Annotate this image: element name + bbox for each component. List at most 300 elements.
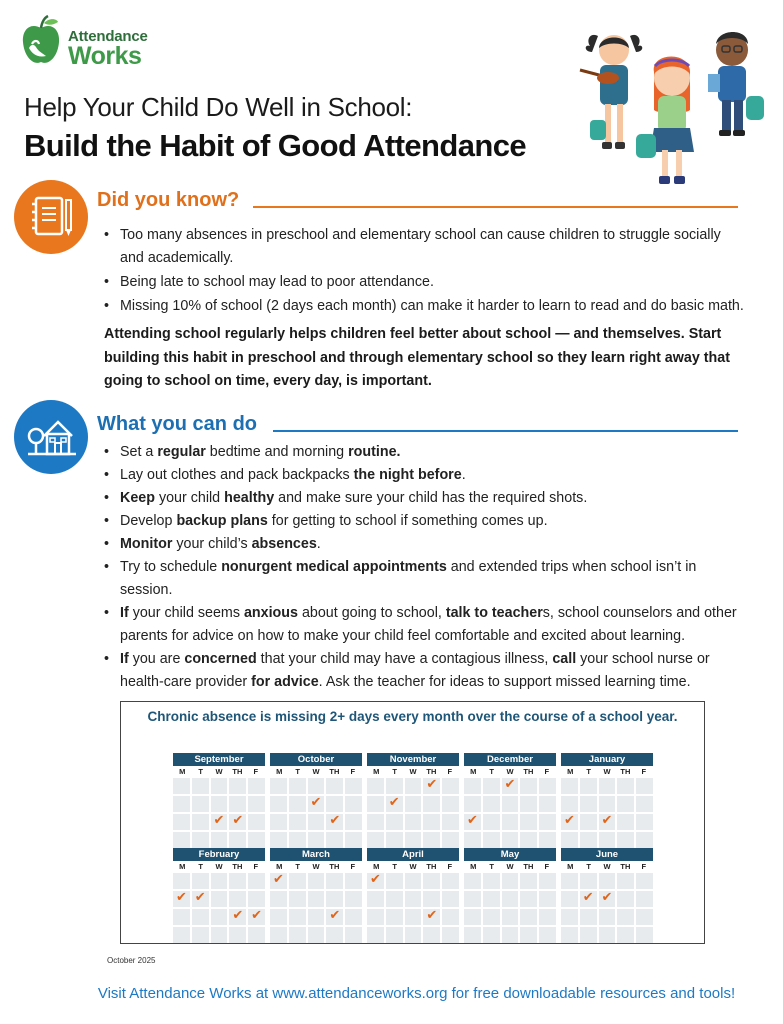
calendar-day-cell bbox=[442, 873, 459, 889]
calendar-day-cell bbox=[561, 909, 578, 925]
month-name: April bbox=[367, 848, 459, 861]
calendar-day-cell bbox=[289, 832, 306, 848]
calendar-day-cell bbox=[405, 796, 422, 812]
weekday-label: TH bbox=[426, 862, 437, 871]
calendar-day-cell bbox=[345, 796, 362, 812]
bold-text: Keep bbox=[120, 490, 155, 506]
calendar-day-cell bbox=[599, 832, 616, 848]
bold-text: concerned bbox=[184, 651, 257, 667]
what-you-can-do-list bbox=[104, 441, 752, 694]
calendar-day-cell bbox=[617, 873, 634, 889]
absence-checkmark-icon bbox=[229, 814, 246, 830]
did-you-know-heading: Did you know? bbox=[97, 189, 240, 211]
bold-text: routine. bbox=[348, 444, 401, 460]
calendar-day-cell bbox=[580, 832, 597, 848]
boy-books-figure bbox=[708, 32, 764, 136]
calendar-day-cell bbox=[386, 909, 403, 925]
calendar-day-cell bbox=[345, 873, 362, 889]
weekday-label: T bbox=[198, 862, 203, 871]
calendar-day-cell bbox=[442, 909, 459, 925]
list-item bbox=[104, 487, 752, 510]
calendar-day-cell bbox=[442, 814, 459, 830]
calendar-day-cell bbox=[423, 891, 440, 907]
absence-checkmark-icon bbox=[386, 796, 403, 812]
calendar-day-cell bbox=[326, 832, 343, 848]
calendar-day-cell bbox=[270, 796, 287, 812]
calendar-day-cell bbox=[502, 796, 519, 812]
calendar-day-cell bbox=[561, 891, 578, 907]
calendar-day-cell bbox=[599, 927, 616, 943]
weekday-label: TH bbox=[329, 767, 340, 776]
calendar-day-cell bbox=[617, 927, 634, 943]
calendar-day-cell bbox=[308, 814, 325, 830]
calendar-day-cell bbox=[580, 909, 597, 925]
bold-text: call bbox=[552, 651, 577, 667]
calendar-day-cell bbox=[229, 796, 246, 812]
calendar-month bbox=[270, 848, 362, 943]
text: and extended trips when school isn’t in session. bbox=[120, 559, 697, 598]
calendar-day-cell bbox=[423, 832, 440, 848]
weekday-label: TH bbox=[523, 767, 534, 776]
text: Try to schedule bbox=[120, 559, 222, 575]
weekday-label: F bbox=[641, 862, 647, 871]
calendar-day-cell bbox=[211, 891, 228, 907]
calendar-day-cell bbox=[405, 832, 422, 848]
calendar-day-cell bbox=[289, 814, 306, 830]
calendar-day-cell bbox=[617, 909, 634, 925]
calendar-day-cell bbox=[386, 778, 403, 794]
calendar-day-cell bbox=[483, 814, 500, 830]
weekday-label: TH bbox=[232, 862, 243, 871]
calendar-day-cell bbox=[423, 927, 440, 943]
calendar-day-cell bbox=[617, 796, 634, 812]
calendar-day-cell bbox=[289, 909, 306, 925]
chronic-absence-calendar bbox=[120, 701, 705, 944]
section-divider bbox=[273, 430, 738, 432]
weekday-label: T bbox=[198, 767, 203, 776]
list-item bbox=[104, 556, 752, 602]
calendar-day-cell bbox=[539, 814, 556, 830]
weekday-label: F bbox=[544, 767, 550, 776]
weekday-label: T bbox=[392, 767, 397, 776]
calendar-day-cell bbox=[192, 909, 209, 925]
calendar-day-cell bbox=[580, 927, 597, 943]
calendar-day-cell bbox=[173, 814, 190, 830]
calendar-day-cell bbox=[326, 873, 343, 889]
calendar-day-cell bbox=[561, 778, 578, 794]
calendar-day-cell bbox=[308, 891, 325, 907]
absence-checkmark-icon bbox=[580, 891, 597, 907]
calendar-day-cell bbox=[423, 796, 440, 812]
bold-text: anxious bbox=[243, 605, 298, 621]
calendar-day-cell bbox=[270, 778, 287, 794]
calendar-day-cell bbox=[192, 814, 209, 830]
calendar-day-cell bbox=[211, 832, 228, 848]
absence-checkmark-icon bbox=[367, 873, 384, 889]
children-illustration bbox=[562, 22, 772, 190]
calendar-day-cell bbox=[423, 814, 440, 830]
calendar-day-cell bbox=[229, 927, 246, 943]
calendar-day-cell bbox=[599, 796, 616, 812]
calendar-day-cell bbox=[345, 778, 362, 794]
absence-checkmark-icon bbox=[326, 814, 343, 830]
month-day-grid bbox=[561, 778, 653, 848]
calendar-day-cell bbox=[520, 796, 537, 812]
list-item bbox=[104, 441, 752, 464]
weekday-label: TH bbox=[620, 862, 631, 871]
text: your child bbox=[154, 490, 225, 506]
calendar-day-cell bbox=[367, 796, 384, 812]
weekday-label: W bbox=[312, 767, 320, 776]
weekday-labels bbox=[270, 766, 362, 778]
calendar-day-cell bbox=[464, 891, 481, 907]
weekday-label: T bbox=[392, 862, 397, 871]
bold-text: Monitor bbox=[120, 536, 173, 552]
calendar-day-cell bbox=[248, 778, 265, 794]
bold-text: talk to teacher bbox=[445, 605, 543, 621]
calendar-day-cell bbox=[270, 814, 287, 830]
bold-text: healthy bbox=[224, 490, 275, 506]
month-day-grid bbox=[270, 873, 362, 943]
bold-text: regular bbox=[157, 444, 206, 460]
house-tree-icon bbox=[14, 400, 88, 474]
notebook-pencil-icon bbox=[14, 180, 88, 254]
calendar-day-cell bbox=[386, 832, 403, 848]
calendar-day-cell bbox=[502, 873, 519, 889]
weekday-labels bbox=[173, 861, 265, 873]
calendar-month bbox=[464, 848, 556, 943]
calendar-day-cell bbox=[289, 873, 306, 889]
calendar-day-cell bbox=[345, 832, 362, 848]
text: . Ask the teacher for ideas to support missed learning time. bbox=[318, 674, 691, 690]
text: bedtime and morning bbox=[205, 444, 349, 460]
text: s, school counselors and other parents for advice on how to make your child feel comfortable and excited about learning. bbox=[120, 605, 737, 644]
calendar-day-cell bbox=[248, 891, 265, 907]
calendar-month bbox=[561, 753, 653, 848]
calendar-day-cell bbox=[308, 927, 325, 943]
calendar-day-cell bbox=[561, 927, 578, 943]
month-name: October bbox=[270, 753, 362, 766]
list-item bbox=[104, 648, 752, 694]
calendar-day-cell bbox=[636, 832, 653, 848]
calendar-day-cell bbox=[248, 832, 265, 848]
calendar-day-cell bbox=[464, 909, 481, 925]
weekday-label: M bbox=[373, 862, 380, 871]
list-item bbox=[104, 464, 752, 487]
weekday-label: T bbox=[489, 767, 494, 776]
calendar-day-cell bbox=[229, 778, 246, 794]
text: Develop bbox=[120, 513, 177, 529]
calendar-day-cell bbox=[173, 832, 190, 848]
calendar-day-cell bbox=[539, 832, 556, 848]
absence-checkmark-icon bbox=[308, 796, 325, 812]
weekday-label: F bbox=[641, 767, 647, 776]
calendar-day-cell bbox=[539, 927, 556, 943]
section-divider bbox=[253, 206, 738, 208]
calendar-day-cell bbox=[464, 873, 481, 889]
calendar-day-cell bbox=[636, 891, 653, 907]
absence-checkmark-icon bbox=[561, 814, 578, 830]
list-item: • Too many absences in preschool and elementary school can cause children to struggle socially and academically. bbox=[104, 224, 744, 270]
weekday-labels bbox=[173, 766, 265, 778]
calendar-month bbox=[173, 753, 265, 848]
calendar-day-cell bbox=[405, 814, 422, 830]
weekday-label: W bbox=[603, 767, 611, 776]
calendar-day-cell bbox=[464, 927, 481, 943]
calendar-day-cell bbox=[211, 796, 228, 812]
calendar-day-cell bbox=[617, 814, 634, 830]
absence-checkmark-icon bbox=[229, 909, 246, 925]
absence-checkmark-icon bbox=[326, 909, 343, 925]
calendar-day-cell bbox=[442, 778, 459, 794]
weekday-label: TH bbox=[329, 862, 340, 871]
bold-text: absences bbox=[251, 536, 317, 552]
calendar-day-cell bbox=[561, 873, 578, 889]
month-day-grid bbox=[270, 778, 362, 848]
calendar-day-cell bbox=[289, 927, 306, 943]
weekday-label: T bbox=[295, 767, 300, 776]
month-name: February bbox=[173, 848, 265, 861]
absence-checkmark-icon bbox=[423, 778, 440, 794]
calendar-day-cell bbox=[345, 927, 362, 943]
calendar-day-cell bbox=[211, 778, 228, 794]
weekday-label: T bbox=[295, 862, 300, 871]
calendar-day-cell bbox=[386, 927, 403, 943]
calendar-day-cell bbox=[442, 891, 459, 907]
month-name: March bbox=[270, 848, 362, 861]
bold-text: If bbox=[120, 605, 129, 621]
calendar-day-cell bbox=[308, 778, 325, 794]
calendar-day-cell bbox=[308, 909, 325, 925]
calendar-day-cell bbox=[502, 814, 519, 830]
calendar-day-cell bbox=[617, 778, 634, 794]
calendar-day-cell bbox=[405, 778, 422, 794]
month-day-grid bbox=[367, 778, 459, 848]
calendar-month bbox=[367, 848, 459, 943]
calendar-day-cell bbox=[173, 778, 190, 794]
page-title-line1: Help Your Child Do Well in School: bbox=[24, 92, 413, 122]
weekday-label: W bbox=[215, 767, 223, 776]
weekday-label: W bbox=[312, 862, 320, 871]
list-item: • Missing 10% of school (2 days each month) can make it harder to learn to read and do basic math. bbox=[104, 295, 744, 318]
weekday-labels bbox=[561, 861, 653, 873]
calendar-day-cell bbox=[636, 927, 653, 943]
weekday-label: F bbox=[544, 862, 550, 871]
calendar-day-cell bbox=[270, 909, 287, 925]
absence-checkmark-icon bbox=[464, 814, 481, 830]
month-day-grid bbox=[561, 873, 653, 943]
logo-text-top: Attendance bbox=[68, 28, 148, 45]
calendar-day-cell bbox=[367, 909, 384, 925]
calendar-day-cell bbox=[192, 778, 209, 794]
weekday-label: W bbox=[506, 767, 514, 776]
calendar-day-cell bbox=[599, 909, 616, 925]
calendar-day-cell bbox=[367, 832, 384, 848]
calendar-day-cell bbox=[211, 873, 228, 889]
calendar-day-cell bbox=[539, 778, 556, 794]
weekday-label: TH bbox=[426, 767, 437, 776]
month-day-grid bbox=[367, 873, 459, 943]
weekday-label: TH bbox=[620, 767, 631, 776]
weekday-label: T bbox=[489, 862, 494, 871]
text: Lay out clothes and pack backpacks bbox=[120, 467, 354, 483]
calendar-day-cell bbox=[636, 778, 653, 794]
calendar-day-cell bbox=[580, 796, 597, 812]
calendar-day-cell bbox=[192, 832, 209, 848]
absence-checkmark-icon bbox=[502, 778, 519, 794]
calendar-day-cell bbox=[289, 778, 306, 794]
weekday-label: TH bbox=[232, 767, 243, 776]
calendar-day-cell bbox=[464, 832, 481, 848]
absence-checkmark-icon bbox=[192, 891, 209, 907]
weekday-label: F bbox=[350, 767, 356, 776]
month-name: September bbox=[173, 753, 265, 766]
calendar-day-cell bbox=[483, 796, 500, 812]
calendar-day-cell bbox=[539, 873, 556, 889]
weekday-label: M bbox=[470, 767, 477, 776]
calendar-day-cell bbox=[345, 909, 362, 925]
calendar-day-cell bbox=[192, 796, 209, 812]
calendar-month bbox=[464, 753, 556, 848]
logo-text-bottom: Works bbox=[68, 42, 142, 70]
calendar-day-cell bbox=[326, 796, 343, 812]
calendar-day-cell bbox=[442, 832, 459, 848]
calendar-day-cell bbox=[423, 873, 440, 889]
bold-text: nonurgent medical appointments bbox=[221, 559, 447, 575]
weekday-label: M bbox=[276, 862, 283, 871]
month-name: November bbox=[367, 753, 459, 766]
absence-checkmark-icon bbox=[599, 891, 616, 907]
month-name: January bbox=[561, 753, 653, 766]
calendar-day-cell bbox=[386, 814, 403, 830]
calendar-day-cell bbox=[636, 814, 653, 830]
key-message-paragraph: Attending school regularly helps children feel better about school — and themselves. Start building this habit in preschool and through elementary school so they learn right away that going to school on time, every day, is important. bbox=[104, 326, 730, 389]
month-day-grid bbox=[173, 778, 265, 848]
calendar-day-cell bbox=[520, 832, 537, 848]
calendar-day-cell bbox=[367, 814, 384, 830]
apple-hand-logo-icon bbox=[20, 14, 62, 68]
text: you are bbox=[128, 651, 185, 667]
weekday-label: W bbox=[215, 862, 223, 871]
calendar-day-cell bbox=[248, 873, 265, 889]
calendar-day-cell bbox=[464, 796, 481, 812]
calendar-day-cell bbox=[561, 796, 578, 812]
calendar-day-cell bbox=[580, 778, 597, 794]
weekday-label: W bbox=[603, 862, 611, 871]
text: your school nurse or health-care provider bbox=[120, 651, 710, 690]
weekday-label: W bbox=[409, 862, 417, 871]
calendar-day-cell bbox=[229, 891, 246, 907]
month-day-grid bbox=[173, 873, 265, 943]
calendar-day-cell bbox=[405, 927, 422, 943]
calendar-day-cell bbox=[367, 891, 384, 907]
month-day-grid bbox=[464, 873, 556, 943]
calendar-day-cell bbox=[308, 832, 325, 848]
calendar-day-cell bbox=[308, 873, 325, 889]
calendar-day-cell bbox=[520, 909, 537, 925]
text: . bbox=[316, 536, 321, 552]
calendar-heading: Chronic absence is missing 2+ days every month over the course of a school year. bbox=[147, 709, 678, 724]
text: your child seems bbox=[128, 605, 244, 621]
calendar-day-cell bbox=[270, 891, 287, 907]
calendar-day-cell bbox=[326, 891, 343, 907]
weekday-label: W bbox=[506, 862, 514, 871]
absence-checkmark-icon bbox=[173, 891, 190, 907]
calendar-day-cell bbox=[464, 778, 481, 794]
calendar-day-cell bbox=[483, 873, 500, 889]
absence-checkmark-icon bbox=[423, 909, 440, 925]
weekday-label: F bbox=[447, 767, 453, 776]
weekday-label: F bbox=[350, 862, 356, 871]
calendar-day-cell bbox=[405, 873, 422, 889]
absence-checkmark-icon bbox=[211, 814, 228, 830]
calendar-day-cell bbox=[192, 873, 209, 889]
calendar-day-cell bbox=[520, 814, 537, 830]
month-day-grid bbox=[464, 778, 556, 848]
calendar-day-cell bbox=[270, 832, 287, 848]
calendar-month bbox=[173, 848, 265, 943]
text: Set a bbox=[120, 444, 158, 460]
calendar-day-cell bbox=[599, 873, 616, 889]
footer-link-text: Visit Attendance Works at www.attendanceworks.org for free downloadable resources and tools! bbox=[97, 985, 736, 1002]
calendar-day-cell bbox=[173, 909, 190, 925]
bold-text: If bbox=[120, 651, 129, 667]
text: and make sure your child has the required shots. bbox=[274, 490, 588, 506]
calendar-day-cell bbox=[173, 873, 190, 889]
calendar-day-cell bbox=[636, 796, 653, 812]
weekday-label: F bbox=[447, 862, 453, 871]
calendar-day-cell bbox=[289, 796, 306, 812]
bold-text: for advice bbox=[251, 674, 319, 690]
calendar-day-cell bbox=[502, 909, 519, 925]
calendar-day-cell bbox=[270, 927, 287, 943]
list-item bbox=[104, 510, 752, 533]
weekday-labels bbox=[464, 861, 556, 873]
weekday-label: M bbox=[567, 862, 574, 871]
calendar-day-cell bbox=[442, 927, 459, 943]
text: your child’s bbox=[172, 536, 252, 552]
weekday-label: M bbox=[373, 767, 380, 776]
calendar-day-cell bbox=[229, 873, 246, 889]
calendar-day-cell bbox=[502, 927, 519, 943]
calendar-day-cell bbox=[192, 927, 209, 943]
weekday-label: F bbox=[253, 862, 259, 871]
calendar-day-cell bbox=[636, 909, 653, 925]
calendar-day-cell bbox=[520, 891, 537, 907]
calendar-day-cell bbox=[367, 778, 384, 794]
calendar-day-cell bbox=[539, 909, 556, 925]
weekday-label: T bbox=[586, 767, 591, 776]
calendar-day-cell bbox=[539, 796, 556, 812]
calendar-day-cell bbox=[405, 909, 422, 925]
calendar-day-cell bbox=[405, 891, 422, 907]
calendar-day-cell bbox=[173, 927, 190, 943]
month-name: May bbox=[464, 848, 556, 861]
weekday-label: M bbox=[179, 767, 186, 776]
calendar-day-cell bbox=[211, 927, 228, 943]
calendar-day-cell bbox=[289, 891, 306, 907]
text: . bbox=[461, 467, 466, 483]
attendance-works-logo bbox=[20, 14, 160, 72]
calendar-day-cell bbox=[483, 909, 500, 925]
month-name: December bbox=[464, 753, 556, 766]
weekday-label: TH bbox=[523, 862, 534, 871]
absence-checkmark-icon bbox=[248, 909, 265, 925]
bold-text: backup plans bbox=[176, 513, 268, 529]
calendar-day-cell bbox=[599, 778, 616, 794]
calendar-day-cell bbox=[617, 891, 634, 907]
calendar-day-cell bbox=[326, 778, 343, 794]
